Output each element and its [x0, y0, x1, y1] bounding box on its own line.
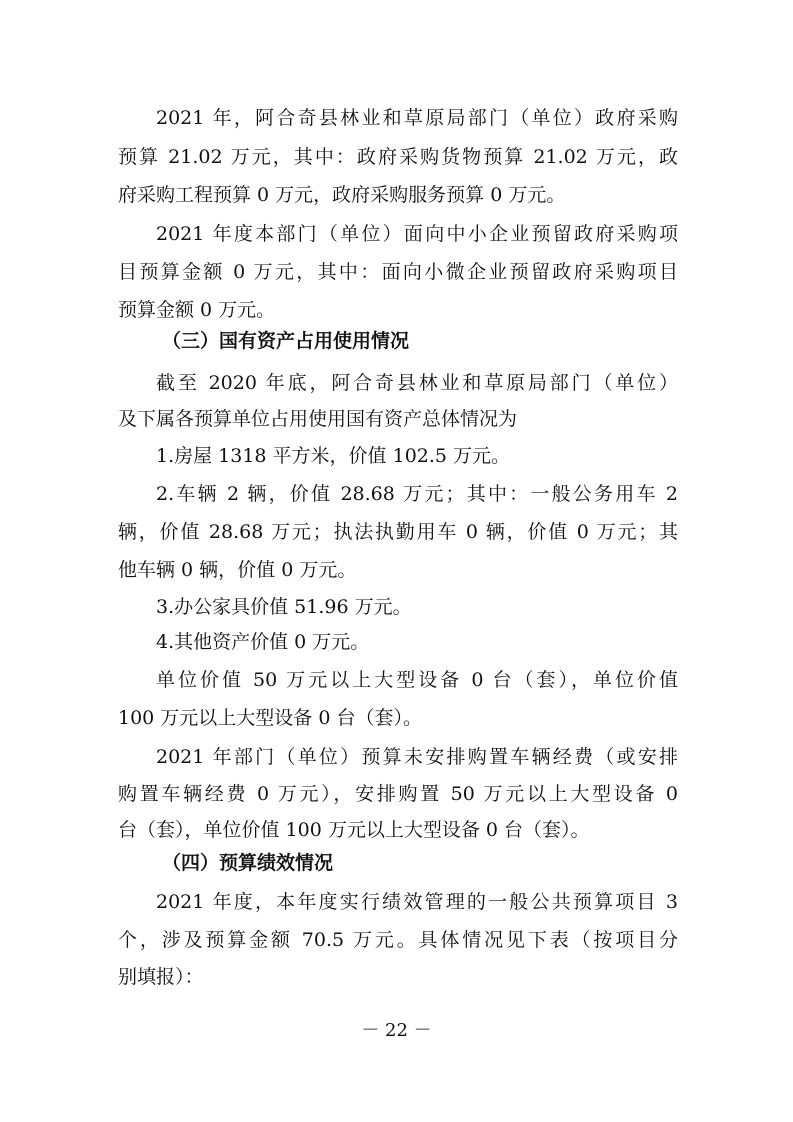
- paragraph-line: 截至 2020 年底，阿合奇县林业和草原局部门（单位）: [156, 372, 678, 394]
- list-item-3: 3.办公家具价值 51.96 万元。: [156, 596, 412, 618]
- paragraph-line: 及下属各预算单位占用使用国有资产总体情况为: [118, 408, 518, 430]
- list-item-2: 2.车辆 2 辆，价值 28.68 万元；其中：一般公务用车 2: [156, 483, 678, 505]
- paragraph-line: 他车辆 0 辆，价值 0 万元。: [118, 559, 357, 581]
- paragraph-line: 别填报）：: [118, 966, 204, 988]
- section-heading-3: （三）国有资产占用使用情况: [162, 330, 410, 352]
- paragraph-line: 辆，价值 28.68 万元；执法执勤用车 0 辆，价值 0 万元；其: [118, 521, 678, 543]
- paragraph-line: 2021 年部门（单位）预算未安排购置车辆经费（或安排: [156, 746, 678, 768]
- list-item-4: 4.其他资产价值 0 万元。: [156, 631, 370, 653]
- paragraph-line: 购置车辆经费 0 万元），安排购置 50 万元以上大型设备 0: [118, 783, 678, 805]
- paragraph-line: 100 万元以上大型设备 0 台（套）。: [118, 707, 422, 729]
- paragraph-line: 2021 年，阿合奇县林业和草原局部门（单位）政府采购: [156, 107, 678, 129]
- paragraph-line: 府采购工程预算 0 万元，政府采购服务预算 0 万元。: [118, 184, 566, 206]
- paragraph-line: 台（套），单位价值 100 万元以上大型设备 0 台（套）。: [118, 819, 590, 841]
- paragraph-line: 2021 年度本部门（单位）面向中小企业预留政府采购项: [156, 223, 678, 245]
- paragraph-line: 2021 年度，本年度实行绩效管理的一般公共预算项目 3: [156, 891, 678, 913]
- page-number: － 22 －: [361, 1020, 432, 1041]
- paragraph-line: 单位价值 50 万元以上大型设备 0 台（套），单位价值: [156, 669, 678, 691]
- section-heading-4: （四）预算绩效情况: [162, 852, 334, 874]
- paragraph-line: 预算 21.02 万元，其中：政府采购货物预算 21.02 万元，政: [118, 146, 678, 168]
- paragraph-line: 预算金额 0 万元。: [118, 299, 276, 321]
- paragraph-line: 目预算金额 0 万元，其中：面向小微企业预留政府采购项目: [118, 261, 678, 283]
- list-item-1: 1.房屋 1318 平方米，价值 102.5 万元。: [156, 445, 511, 467]
- paragraph-line: 个，涉及预算金额 70.5 万元。具体情况见下表（按项目分: [118, 929, 678, 951]
